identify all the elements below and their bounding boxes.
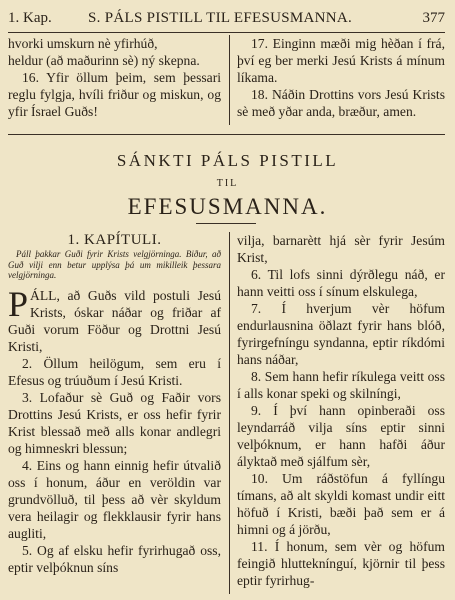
title-rule — [196, 223, 256, 224]
drop-cap: P — [8, 284, 29, 324]
verse-18: 18. Náðin Drottins vors Jesú Krists sè með yðar anda, bræður, amen. — [237, 87, 445, 119]
chapter-label: 1. Kap. — [8, 10, 52, 26]
verse-6: 6. Til lofs sinni dýrðlegu náð, er hann veitti oss í sínum elskulega, — [237, 267, 445, 299]
book-title-line2: TIL — [216, 178, 239, 189]
book-title-line1: SÁNKTI PÁLS PISTILL — [116, 151, 339, 170]
verse-4: 4. Eins og hann einnig hefir útvalið oss í honum, áður en veröldin var grundvölluð, til þess að vèr skyldum vera heilagir og flekklausir fyrir hans augliti, — [8, 458, 221, 541]
section-rule — [8, 134, 445, 135]
verse-1-text: ÁLL, að Guðs vild postuli Jesú Krists, óskar náðar og friðar af Guði vorum Föður og Drottni Jesú Kristi, — [8, 288, 221, 354]
running-header — [8, 10, 445, 30]
verse-5: 5. Og af elsku hefir fyrirhugað oss, eptir velþóknun síns — [8, 543, 221, 575]
chapter-heading: 1. KAPÍTULI. — [67, 232, 162, 248]
text-line: heldur (að maðurinn sè) ný skepna. — [8, 53, 200, 68]
verse-2: 2. Öllum heilögum, sem eru í Efesus og trúuðum í Jesú Kristi. — [8, 356, 221, 388]
verse-1 — [8, 284, 221, 355]
verse-11: 11. Í honum, sem vèr og höfum feingið hlutteknínguí, kjörnir til þess eptir fyrirhug- — [237, 539, 445, 588]
text-line: hvorki umskurn nè yfirhúð, — [8, 36, 158, 51]
running-title: S. PÁLS PISTILL TIL EFESUSMANNA. — [88, 10, 353, 26]
verse-10: 10. Um ráðstöfun á fyllíngu tímans, að alt skyldi komast undir eitt höfuð í Kristi, bæði það sem er á himni og á jörðu, — [237, 471, 445, 537]
verse-3: 3. Lofaður sè Guð og Faðir vors Drottins Jesú Krists, er oss hefir fyrir Krist blessað með alls konar andlegri og himneskri blessun; — [8, 390, 221, 456]
verse-7: 7. Í hverjum vèr höfum endurlausnina öðlazt fyrir hans blóð, fyrirgefníngu syndanna, eptir ríkdómi hans náðar, — [237, 301, 445, 367]
verse-17: 17. Einginn mæði mig hèðan í frá, því eg ber merki Jesú Krists á mínum líkama. — [237, 36, 445, 85]
verse-9: 9. Í því hann opinberaði oss leyndarráð vilja síns eptir sinni velþóknum, er hann hafði áður ályktað með sjálfum sèr, — [237, 403, 445, 469]
page-number: 377 — [422, 10, 445, 26]
chapter-summary: Páll þakkar Guði fyrir Krists velgjörninga. Biður, að Guð vilji enn betur upplýsa þá um mikilleik þessara velgjörninga. — [8, 249, 221, 280]
top-right-column — [237, 35, 445, 120]
top-left-column — [8, 35, 221, 120]
left-column — [8, 284, 221, 576]
verse-5-continued: vilja, barnarètt hjá sèr fyrir Jesúm Krist, — [237, 233, 445, 265]
verse-8: 8. Sem hann hefir ríkulega veitt oss í alls konar speki og skilníngi, — [237, 369, 445, 401]
right-column — [237, 232, 445, 589]
verse-16: 16. Yfir öllum þeim, sem þessari reglu fylgja, hvíli friður og miskun, og yfir Ísrael Guðs! — [8, 70, 221, 119]
column-divider — [229, 35, 230, 125]
book-title-line3: EFESUSMANNA. — [127, 194, 328, 219]
header-rule — [8, 32, 445, 33]
column-divider — [229, 232, 230, 594]
